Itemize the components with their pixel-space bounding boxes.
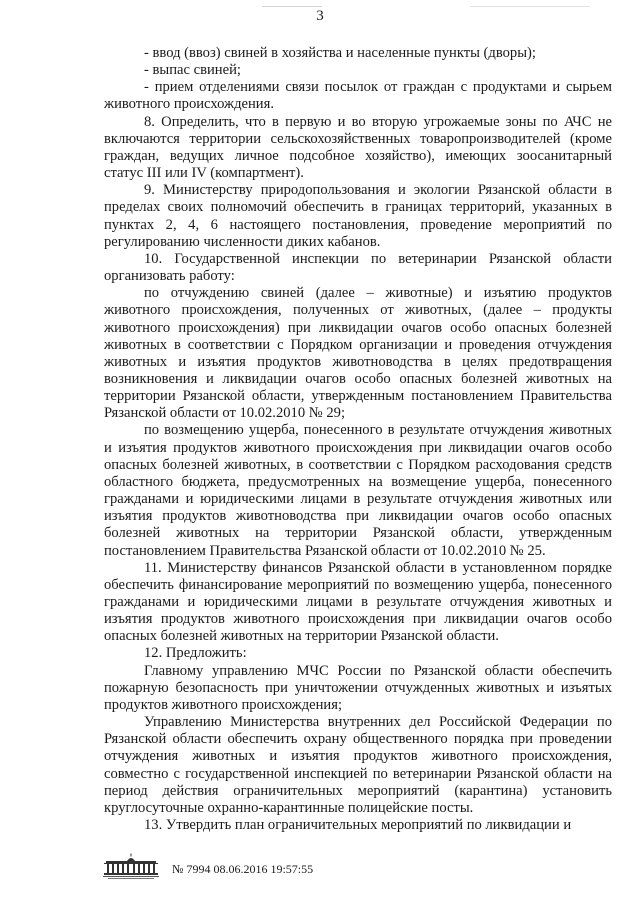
paragraph: 10. Государственной инспекции по ветеринарии Рязанской области организовать работу: — [104, 250, 612, 285]
building-logo-icon — [100, 852, 162, 882]
document-body — [104, 45, 612, 834]
page-number: 3 — [316, 8, 324, 24]
document-footer — [100, 852, 400, 884]
scan-artifact — [262, 6, 322, 7]
paragraph: Главному управлению МЧС России по Рязанской области обеспечить пожарную безопасность при уничтожении отчужденных животных и изъятых продуктов животного происхождения; — [104, 662, 612, 713]
paragraph: - выпас свиней; — [144, 62, 241, 79]
registration-stamp: № 7994 08.06.2016 19:57:55 — [172, 862, 314, 876]
paragraph: - ввод (ввоз) свиней в хозяйства и населенные пункты (дворы); — [144, 45, 536, 61]
paragraph: по отчуждению свиней (далее – животные) и изъятию продуктов животного происхождения, полученных от животных, (далее – продукты животного происхождения) при ликвидации очагов особо опасных болезней животных в соответствии с Порядком организации и проведения отчуждения животных и изъятия продуктов животноводства в целях предотвращения возникновения и ликвидации очагов особо опасных болезней животных на территории Рязанской области, утвержденным постановлением Правительства Рязанской области от 10.02.2010 № 29; — [104, 285, 612, 422]
paragraph: 11. Министерству финансов Рязанской области в установленном порядке обеспечить финансирование мероприятий по возмещению ущерба, понесенного гражданами и юридическими лицами в результате отчуждения животных и изъятия продуктов животного происхождения при ликвидации очагов особо опасных болезней животных на территории Рязанской области. — [104, 559, 612, 645]
paragraph: 9. Министерству природопользования и экологии Рязанской области в пределах своих полномочий обеспечить в границах территорий, указанных в пунктах 2, 4, 6 настоящего постановления, проведение мероприятий по регулированию численности диких кабанов. — [104, 182, 612, 250]
paragraph: по возмещению ущерба, понесенного в результате отчуждения животных и изъятия продуктов животного происхождения при ликвидации очагов особо опасных болезней животных, в соответствии с Порядком расходования средств областного бюджета, предусмотренных на возмещение ущерба, понесенного гражданами и юридическими лицами в результате отчуждения животных или изъятия продуктов животноводства при ликвидации очагов особо опасных болезней животных на территории Рязанской области, утвержденным постановлением Правительства Рязанской области от 10.02.2010 № 25. — [104, 422, 612, 559]
scan-artifact — [470, 6, 590, 7]
paragraph: Управлению Министерства внутренних дел Российской Федерации по Рязанской области обеспечить охрану общественного порядка при проведении отчуждения животных и изъятия продуктов животного происхождения, совместно с государственной инспекцией по ветеринарии Рязанской области на период действия ограничительных мероприятий (карантина) установить круглосуточные охранно-карантинные полицейские посты. — [104, 714, 612, 816]
paragraph: - прием отделениями связи посылок от граждан с продуктами и сырьем животного происхождения. — [104, 79, 612, 113]
paragraph: 12. Предложить: — [144, 645, 247, 662]
paragraph: 8. Определить, что в первую и во вторую угрожаемые зоны по АЧС не включаются территории сельскохозяйственных товаропроизводителей (кроме граждан, ведущих личное подсобное хозяйство), имеющих зоосанитарный статус III или IV (компартмент). — [104, 113, 612, 182]
paragraph: 13. Утвердить план ограничительных мероприятий по ликвидации и — [144, 817, 572, 834]
